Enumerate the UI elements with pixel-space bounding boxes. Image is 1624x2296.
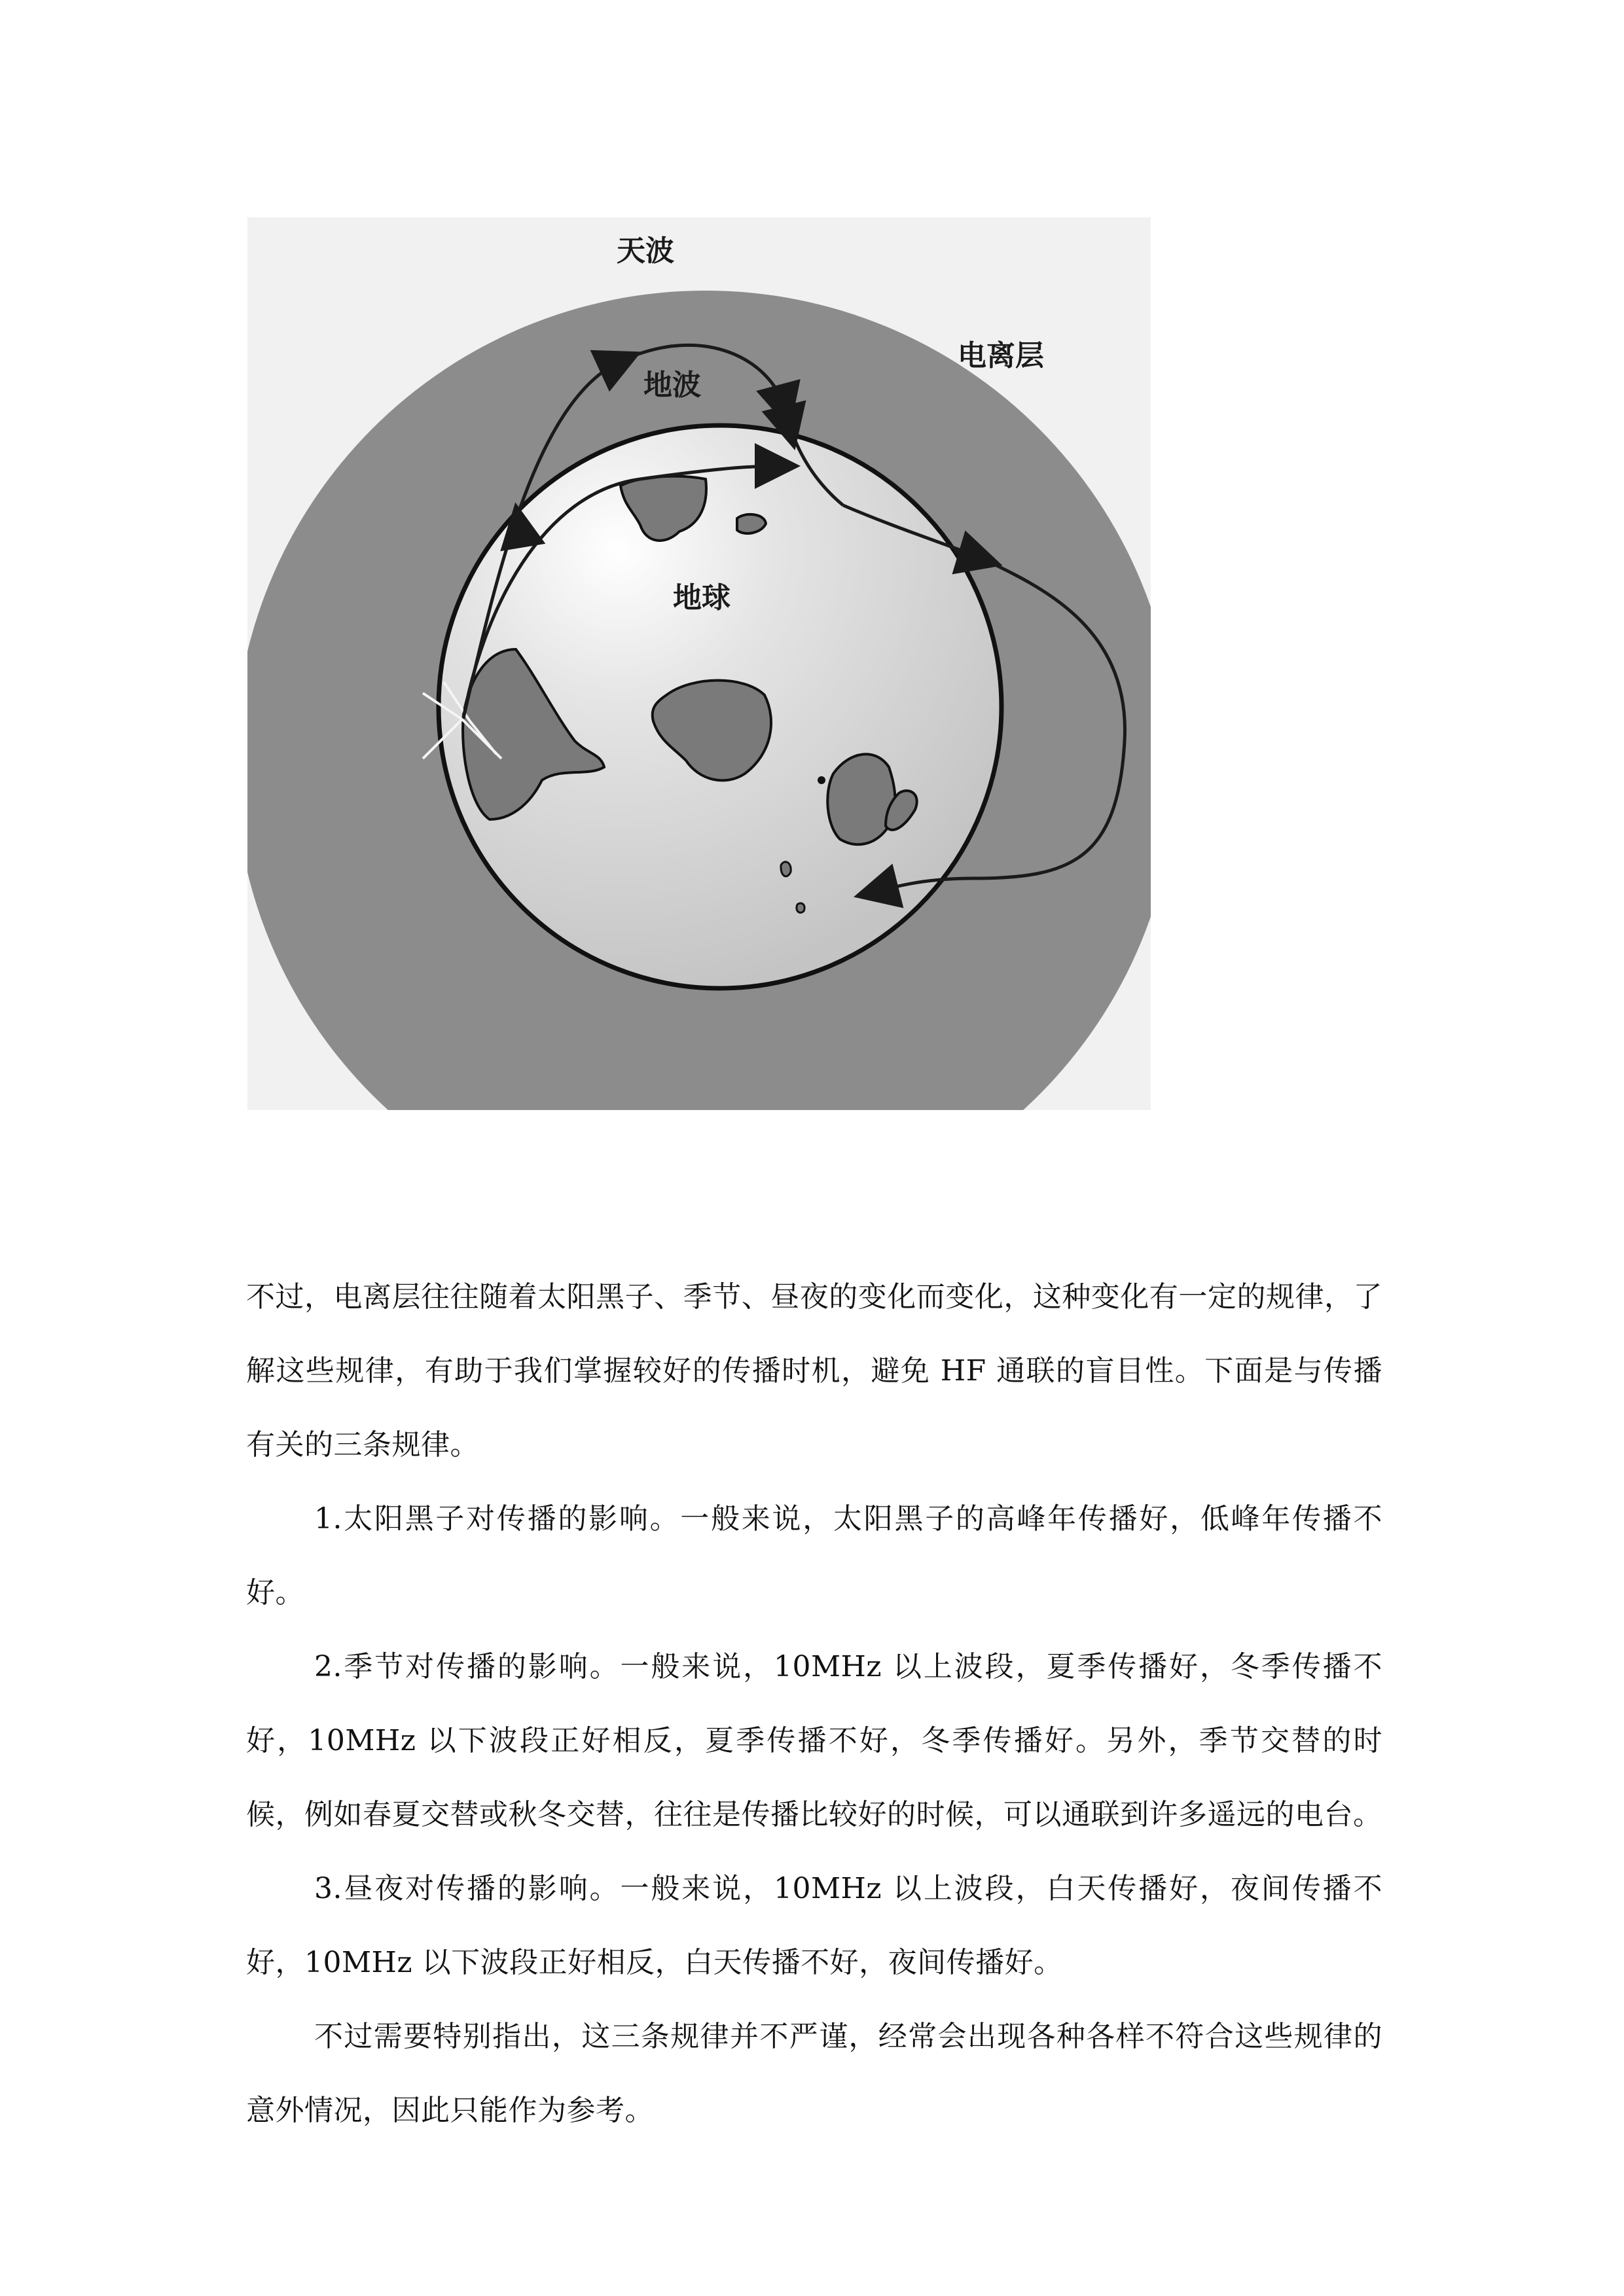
body-text <box>246 1260 1382 2147</box>
sky-wave-label: 天波 <box>617 234 674 268</box>
ground-wave-label: 地波 <box>643 368 701 402</box>
continent-right <box>827 754 895 844</box>
paragraph-rule-1: 1.太阳黑子对传播的影响。一般来说，太阳黑子的高峰年传播好，低峰年传播不好。 <box>246 1502 1382 1609</box>
paragraph-note: 不过需要特别指出，这三条规律并不严谨，经常会出现各种各样不符合这些规律的意外情况，因此只能作为参考。 <box>246 2020 1382 2127</box>
island-top <box>737 514 766 533</box>
island-dot <box>818 776 825 784</box>
paragraph-rule-2: 2.季节对传播的影响。一般来说，10MHz 以上波段，夏季传播好，冬季传播不好，10MHz 以下波段正好相反，夏季传播不好，冬季传播好。另外，季节交替的时候，例如春夏交替或秋冬交替，往往是传播比较好的时候，可以通联到许多遥远的电台。 <box>246 1650 1382 1831</box>
earth-label: 地球 <box>673 581 731 615</box>
radio-propagation-figure <box>247 217 1151 1110</box>
paragraph-rule-3: 3.昼夜对传播的影响。一般来说，10MHz 以上波段，白天传播好，夜间传播不好，10MHz 以下波段正好相反，白天传播不好，夜间传播好。 <box>246 1872 1382 1979</box>
ionosphere-label: 电离层 <box>958 339 1044 372</box>
island-small-1 <box>781 862 791 876</box>
island-small-2 <box>797 903 804 912</box>
paragraph-intro: 不过，电离层往往随着太阳黑子、季节、昼夜的变化而变化，这种变化有一定的规律，了解这些规律，有助于我们掌握较好的传播时机，避免 HF 通联的盲目性。下面是与传播有关的三条规律。 <box>246 1280 1382 1462</box>
